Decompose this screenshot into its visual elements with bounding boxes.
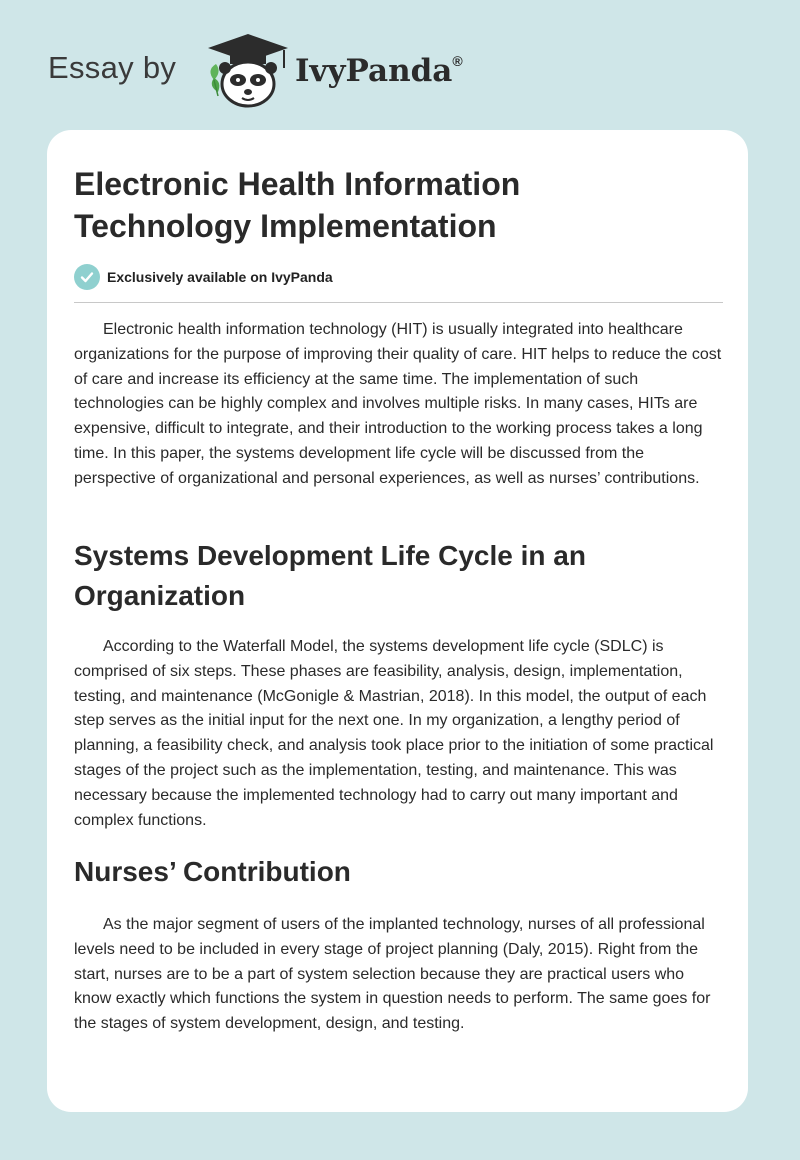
essay-by-label: Essay by xyxy=(48,50,177,85)
section-body-nurses: As the major segment of users of the implanted technology, nurses of all professional levels need to be included in every stage of project planning (Daly, 2015). Right from the start, nurses are to be a part of system selection because they are practical users who know exactly which functions the system in question needs to perform. The same goes for the stages of system development, design, and testing. xyxy=(74,916,711,1033)
section-heading-nurses: Nurses’ Contribution xyxy=(74,856,351,887)
section-heading-sdlc: Systems Development Life Cycle in an Organization xyxy=(74,540,586,611)
intro-paragraph: Electronic health information technology (HIT) is usually integrated into healthcare organizations for the purpose of improving their quality of care. HIT helps to reduce the cost of care and increase its efficiency at the same time. The implementation of such technologies can be highly complex and involves multiple risks. In many cases, HITs are expensive, difficult to integrate, and their introduction to the working process takes a long time. In this paper, the systems development life cycle will be discussed from the perspective of organizational and personal experiences, as well as nurses’ contributions. xyxy=(74,321,722,487)
exclusive-label: Exclusively available on IvyPanda xyxy=(107,269,333,285)
exclusive-badge xyxy=(74,263,333,291)
section-body-sdlc: According to the Waterfall Model, the systems development life cycle (SDLC) is comprised of six steps. These phases are feasibility, analysis, design, implementation, testing, and maintenance (McGonigle & Mastrian, 2018). In this model, the output of each step serves as the initial input for the next one. In my organization, a lengthy period of planning, a feasibility check, and analysis took place prior to the initiation of some practical stages of the project such as the implementation, testing, and maintenance. This was necessary because the implemented technology had to carry out many important and complex functions. xyxy=(74,638,714,829)
site-header xyxy=(0,0,800,120)
ivypanda-logo-icon[interactable] xyxy=(200,30,296,110)
brand-name[interactable] xyxy=(295,53,463,89)
page-title: Electronic Health Information Technology Implementation xyxy=(74,166,521,244)
article-card xyxy=(47,130,748,1112)
brand-text: IvyPanda xyxy=(295,53,453,89)
registered-mark: ® xyxy=(452,52,463,69)
check-icon xyxy=(74,264,100,290)
title-divider xyxy=(74,302,723,303)
